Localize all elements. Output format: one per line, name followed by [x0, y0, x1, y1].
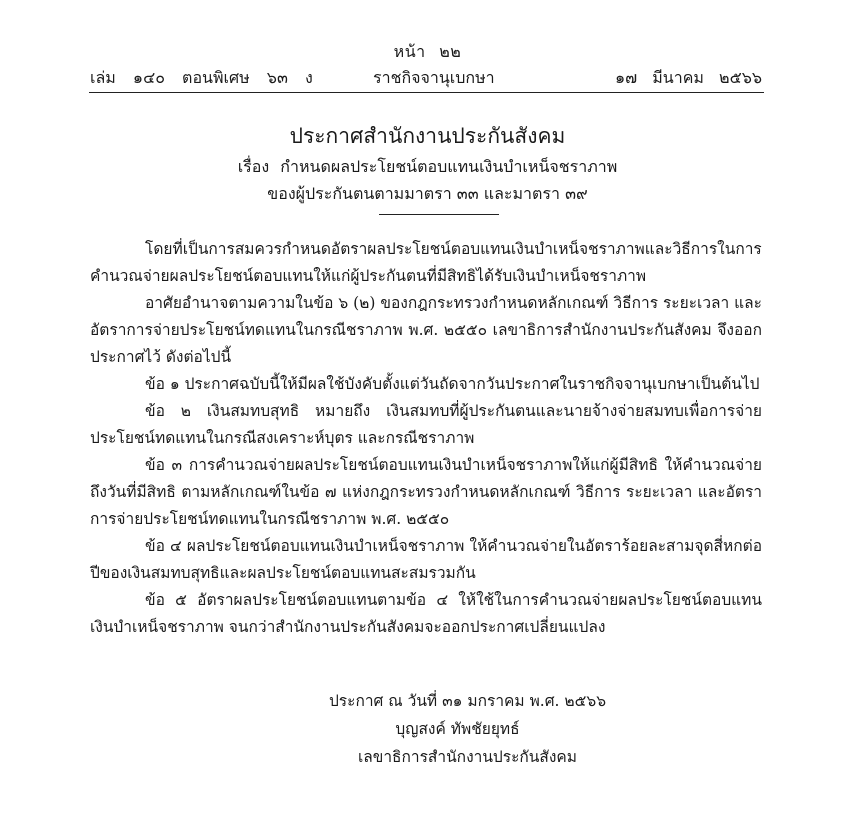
subject-text-1: กำหนดผลประโยชน์ตอบแทนเงินบำเหน็จชราภาพ: [280, 157, 618, 176]
volume-info: [90, 66, 325, 91]
clause-2: ข้อ ๒ เงินสมทบสุทธิ หมายถึง เงินสมทบที่ผู้ประกันตนและนายจ้างจ่ายสมทบเพื่อการจ่ายประโยชน์ทดแทนในกรณีสงเคราะห์บุตร และกรณีชราภาพ: [90, 402, 762, 447]
clause-5: ข้อ ๕ อัตราผลประโยชน์ตอบแทนตามข้อ ๔ ให้ใช้ในการคำนวณจ่ายผลประโยชน์ตอบแทนเงินบำเหน็จชราภาพ จนกว่าสำนักงานประกันสังคมจะออกประกาศเปลี่ยนแปลง: [90, 591, 762, 636]
paragraph-authority: อาศัยอำนาจตามความในข้อ ๖ (๒) ของกฎกระทรวงกำหนดหลักเกณฑ์ วิธีการ ระยะเวลา และอัตราการจ่ายประโยชน์ทดแทนในกรณีชราภาพ พ.ศ. ๒๕๕๐ เลขาธิการสำนักงานประกันสังคม จึงออกประกาศไว้ ดังต่อไปนี้: [90, 294, 762, 366]
volume-number: ๑๔๐: [132, 68, 165, 87]
clause-1: ข้อ ๑ ประกาศฉบับนี้ให้มีผลใช้บังคับตั้งแต่วันถัดจากวันประกาศในราชกิจจานุเบกษาเป็นต้นไป: [145, 375, 760, 393]
page-number: ๒๒: [439, 42, 462, 61]
subject-line-2: [0, 182, 855, 207]
gazette-header-line: [90, 66, 762, 88]
subject-line-1: [0, 155, 855, 180]
section-label: ตอนพิเศษ: [182, 68, 250, 87]
date-day: ๑๗: [614, 68, 638, 87]
volume-label: เล่ม: [90, 68, 116, 87]
title-divider: [379, 214, 499, 215]
section-suffix: ง: [304, 68, 313, 87]
clause-4: ข้อ ๔ ผลประโยชน์ตอบแทนเงินบำเหน็จชราภาพ ให้คำนวณจ่ายในอัตราร้อยละสามจุดสี่หกต่อปีของเงินสมทบสุทธิและผลประโยชน์ตอบแทนสะสมรวมกัน: [90, 537, 762, 582]
page-label: หน้า: [393, 42, 426, 61]
subject-label: เรื่อง: [237, 157, 270, 176]
date-year: ๒๕๖๖: [719, 68, 762, 87]
clause-3: ข้อ ๓ การคำนวณจ่ายผลประโยชน์ตอบแทนเงินบำเหน็จชราภาพให้แก่ผู้มีสิทธิ ให้คำนวณจ่ายถึงวันที่มีสิทธิ ตามหลักเกณฑ์ในข้อ ๗ แห่งกฎกระทรวงกำหนดหลักเกณฑ์ วิธีการ ระยะเวลา และอัตราการจ่ายประโยชน์ทดแทนในกรณีชราภาพ พ.ศ. ๒๕๕๐: [90, 456, 762, 528]
section-number: ๖๓: [266, 68, 288, 87]
subject-text-2: ของผู้ประกันตนตามมาตรา ๓๓ และมาตรา ๓๙: [267, 184, 588, 203]
paragraph-preamble: โดยที่เป็นการสมควรกำหนดอัตราผลประโยชน์ตอบแทนเงินบำเหน็จชราภาพและวิธีการในการคำนวณจ่ายผลประโยชน์ตอบแทนให้แก่ผู้ประกันตนที่มีสิทธิได้รับเงินบำเหน็จชราภาพ: [90, 240, 762, 285]
header-divider: [89, 92, 764, 93]
document-body: [90, 236, 762, 641]
page-number-line: [0, 40, 855, 65]
gazette-name: ราชกิจจานุเบกษา: [373, 68, 495, 87]
signatory-position: เลขาธิการสำนักงานประกันสังคม: [357, 748, 578, 766]
announcement-date: ประกาศ ณ วันที่ ๓๑ มกราคม พ.ศ. ๒๕๖๖: [328, 692, 607, 710]
date-month: มีนาคม: [652, 68, 704, 87]
signatory-name: บุญสงค์ ทัพชัยยุทธ์: [395, 720, 520, 738]
gazette-date: [605, 66, 762, 91]
document-title: ประกาศสำนักงานประกันสังคม: [289, 124, 566, 148]
